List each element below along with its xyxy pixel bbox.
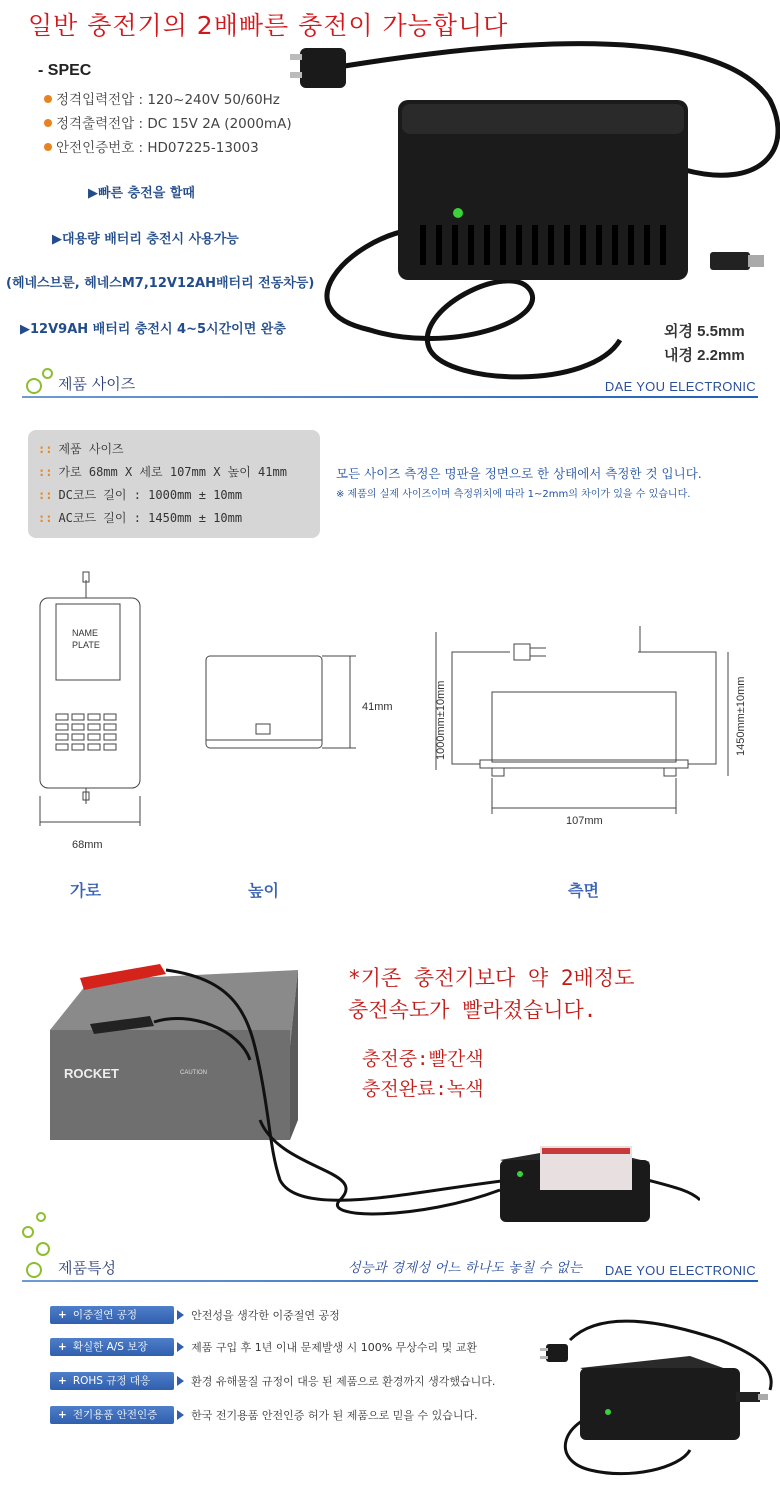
spec-output-voltage: 정격출력전압 : DC 15V 2A (2000mA) [44, 112, 292, 132]
feature-tag: + ROHS 규정 대응 [50, 1372, 174, 1390]
size-line: :: DC코드 길이 : 1000mm ± 10mm [38, 488, 243, 502]
measure-note: 모든 사이즈 측정은 명판을 정면으로 한 상태에서 측정한 것 입니다. [336, 466, 702, 481]
slogan-text: 성능과 경제성 어느 하나도 놓칠 수 없는 [347, 1260, 582, 1276]
view-label-height: 높이 [248, 881, 279, 900]
plus-icon: + [58, 1374, 67, 1387]
size-line: :: 가로 68mm X 세로 107mm X 높이 41mm [38, 465, 287, 479]
width-dimension-label: 68mm [72, 839, 103, 851]
size-info-box [28, 430, 320, 538]
feature-examples: (헤네스브룬, 헤네스M7,12V12AH배터리 전동차등) [6, 276, 315, 291]
feature-description: 제품 구입 후 1년 이내 문제발생 시 100% 무상수리 및 교환 [191, 1340, 478, 1354]
size-line: :: AC코드 길이 : 1450mm ± 10mm [38, 511, 243, 525]
feature-charge-time: ▶12V9AH 배터리 충전시 4~5시간이면 완충 [20, 322, 286, 337]
adapter-bottom-image [540, 1300, 780, 1488]
view-label-side: 측면 [568, 881, 599, 900]
status-charging-label: 충전중:빨간색 [362, 1048, 484, 1070]
plus-icon: + [58, 1408, 67, 1421]
brand-label: DAE YOU ELECTRONIC [604, 379, 756, 394]
decor-circle-icon [42, 368, 53, 379]
plus-icon: + [58, 1340, 67, 1353]
bullet-icon [44, 143, 52, 151]
feature-description: 안전성을 생각한 이중절연 공정 [191, 1308, 340, 1322]
height-dimension-label: 41mm [362, 701, 393, 713]
plus-icon: + [58, 1308, 67, 1321]
technical-drawings [0, 560, 780, 860]
feature-row [50, 1304, 340, 1326]
feature-row [50, 1336, 477, 1358]
section-header-size [22, 364, 758, 404]
spec-title: - SPEC [38, 62, 92, 79]
battery-brand-text: ROCKET [64, 1066, 119, 1081]
spec-input-voltage: 정격입력전압 : 120~240V 50/60Hz [44, 88, 280, 108]
feature-description: 환경 유해물질 규정이 대응 된 제품으로 환경까지 생각했습니다. [191, 1374, 496, 1388]
view-label-front: 가로 [70, 881, 101, 900]
status-complete-label: 충전완료:녹색 [362, 1078, 484, 1100]
length-dimension-label: 107mm [566, 815, 603, 827]
outer-diameter-label: 외경 5.5mm [664, 323, 745, 340]
spec-certification: 안전인증번호 : HD07225-13003 [44, 136, 259, 156]
led-indicator-icon [517, 1171, 523, 1177]
bullet-icon [44, 95, 52, 103]
decor-circle-icon [22, 1226, 34, 1238]
feature-tag: + 이중절연 공정 [50, 1306, 174, 1324]
name-plate-text: NAME [72, 628, 99, 638]
speed-note-line2: 충전속도가 빨라졌습니다. [348, 998, 597, 1022]
feature-row [50, 1370, 495, 1392]
dc-cord-label: 1000mm±10mm [435, 680, 447, 760]
section-title-size: 제품 사이즈 [58, 375, 136, 393]
measure-subnote: ※ 제품의 실제 사이즈이며 측정위치에 따라 1~2mm의 차이가 있을 수 있습니다. [336, 489, 691, 500]
inner-diameter-label: 내경 2.2mm [664, 347, 745, 364]
speed-note-line1: *기존 충전기보다 약 2배정도 [348, 966, 635, 990]
feature-tag: + 전기용품 안전인증 [50, 1406, 174, 1424]
decor-circle-icon [26, 1262, 42, 1278]
page-headline: 일반 충전기의 2배빠른 충전이 가능합니다 [28, 11, 509, 40]
led-indicator-icon [605, 1409, 611, 1415]
ac-cord-label: 1450mm±10mm [735, 676, 747, 756]
section-title-features: 제품특성 [58, 1259, 116, 1277]
feature-tag: + 확실한 A/S 보장 [50, 1338, 174, 1356]
name-plate-text: PLATE [72, 640, 100, 650]
decor-circle-icon [26, 378, 42, 394]
bullet-icon [44, 119, 52, 127]
size-line: :: 제품 사이즈 [38, 442, 124, 456]
decor-circle-icon [36, 1212, 46, 1222]
led-indicator-icon [453, 208, 463, 218]
battery-caution-text: CAUTION [180, 1070, 207, 1076]
feature-large-battery: ▶대용량 배터리 충전시 사용가능 [52, 232, 239, 247]
feature-fast-charge: ▶빠른 충전을 할때 [88, 186, 195, 201]
feature-row [50, 1404, 478, 1426]
feature-description: 한국 전기용품 안전인증 허가 된 제품으로 믿을 수 있습니다. [191, 1408, 478, 1422]
brand-label: DAE YOU ELECTRONIC [604, 1263, 756, 1278]
